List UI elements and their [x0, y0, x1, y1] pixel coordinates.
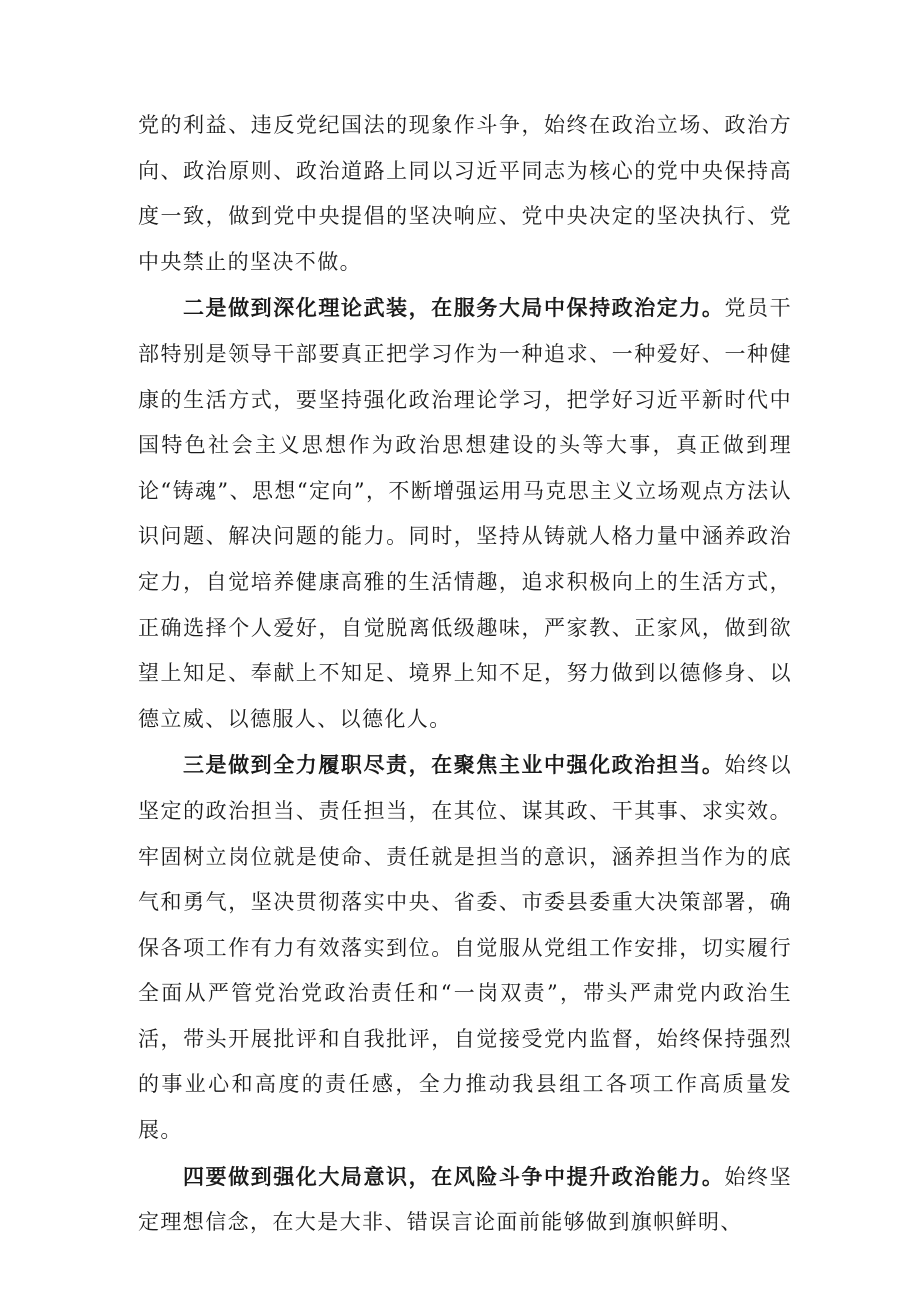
paragraph-text: 始终坚定理想信念，在大是大非、错误言论面前能够做到旗帜鲜明、 [138, 1164, 792, 1235]
paragraph-1 [138, 102, 792, 285]
paragraph-4 [138, 1154, 792, 1246]
paragraph-lead: 四要做到强化大局意识，在风险斗争中提升政治能力。 [183, 1163, 725, 1189]
paragraph-lead: 三是做到全力履职尽责，在聚焦主业中强化政治担当。 [183, 752, 725, 778]
paragraph-2 [138, 285, 792, 742]
paragraph-lead: 二是做到深化理论武装，在服务大局中保持政治定力。 [183, 295, 725, 321]
paragraph-text: 始终以坚定的政治担当、责任担当，在其位、谋其政、干其事、求实效。牢固树立岗位就是使命、责任就是担当的意识，涵养担当作为的底气和勇气，坚决贯彻落实中央、省委、市委县委重大决策部署，确保各项工作有力有效落实到位。自觉服从党组工作安排，切实履行全面从严管党治党政治责任和“一岗双责”，带头严肃党内政治生活，带头开展批评和自我批评，自觉接受党内监督，始终保持强烈的事业心和高度的责任感，全力推动我县组工各项工作高质量发展。 [138, 753, 792, 1143]
paragraph-text: 党的利益、违反党纪国法的现象作斗争，始终在政治立场、政治方向、政治原则、政治道路上同以习近平同志为核心的党中央保持高度一致，做到党中央提倡的坚决响应、党中央决定的坚决执行、党中央禁止的坚决不做。 [138, 113, 792, 274]
paragraph-3 [138, 742, 792, 1153]
paragraph-text: 党员干部特别是领导干部要真正把学习作为一种追求、一种爱好、一种健康的生活方式，要坚持强化政治理论学习，把学好习近平新时代中国特色社会主义思想作为政治思想建设的头等大事，真正做到理论“铸魂”、思想“定向”，不断增强运用马克思主义立场观点方法认识问题、解决问题的能力。同时，坚持从铸就人格力量中涵养政治定力，自觉培养健康高雅的生活情趣，追求积极向上的生活方式，正确选择个人爱好，自觉脱离低级趣味，严家教、正家风，做到欲望上知足、奉献上不知足、境界上知不足，努力做到以德修身、以德立威、以德服人、以德化人。 [138, 296, 792, 731]
document-body [138, 102, 792, 1246]
